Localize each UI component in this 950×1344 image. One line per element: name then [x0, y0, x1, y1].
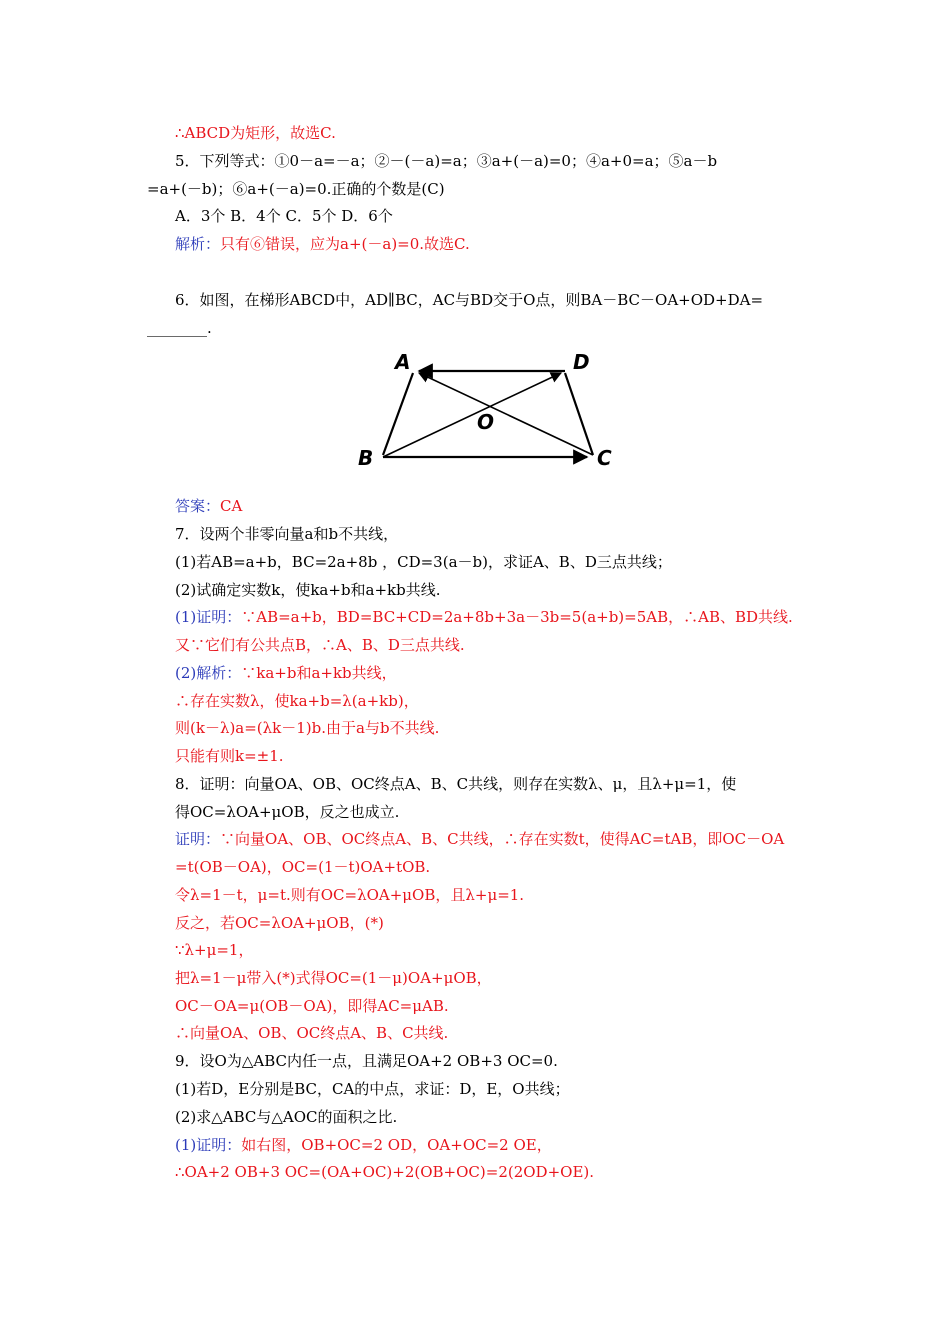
q9-part2: (2)求△ABC与△AOC的面积之比. [175, 1108, 398, 1126]
q7-sol4: 只能有则k=±1. [175, 747, 284, 765]
q5-solution [175, 233, 470, 255]
vector-ca [419, 373, 593, 455]
answer-text: CA [220, 497, 243, 515]
label-a: A [395, 350, 411, 374]
q5-options: A．3个 B．4个 C．5个 D．6个 [175, 207, 393, 225]
q9-part1: (1)若D，E分别是BC，CA的中点，求证：D，E，O共线； [175, 1080, 570, 1098]
label-c: C [597, 446, 612, 470]
q7-proof2: 又∵它们有公共点B，∴A、B、D三点共线. [175, 636, 465, 654]
q5-line1: 5．下列等式：①0－a=－a；②－(－a)=a；③a+(－a)=0；④a+0=a；⑤a－b [175, 152, 718, 170]
line-conclusion: ∴ABCD为矩形，故选C. [175, 124, 336, 142]
label-b: B [358, 446, 374, 470]
q9-line1: 9．设O为△ABC内任一点，且满足OA+2 OB+3 OC=0. [175, 1052, 558, 1070]
q6-blank: ________. [147, 319, 212, 337]
label-d: D [573, 350, 590, 374]
solution-text: ∵ka+b和a+kb共线， [241, 664, 397, 682]
q7-sol1 [175, 662, 397, 684]
proof-label: 证明： [175, 830, 221, 848]
proof-text: ∵AB=a+b，BD=BC+CD=2a+8b+3a－3b=5(a+b)=5AB，∴AB、BD共线. [241, 608, 793, 626]
proof-text: 如右图，OB+OC=2 OD，OA+OC=2 OE， [241, 1136, 552, 1154]
q8-proof7: OC－OA=μ(OB－OA)，即得AC=μAB. [175, 997, 449, 1015]
q8-proof3: 令λ=1－t，μ=t.则有OC=λOA+μOB，且λ+μ=1. [175, 886, 525, 904]
edge-ba [383, 373, 413, 455]
q9-proof1 [175, 1134, 552, 1156]
answer-label: 答案： [175, 497, 221, 515]
q8-proof2: =t(OB－OA)，OC=(1－t)OA+tOB. [175, 858, 431, 876]
solution-label: 解析： [175, 235, 221, 253]
q8-proof4: 反之，若OC=λOA+μOB，(*) [175, 914, 384, 932]
q8-proof8: ∴向量OA、OB、OC终点A、B、C共线. [175, 1024, 449, 1042]
q6-answer [175, 495, 242, 517]
q7-sol3: 则(k－λ)a=(λk－1)b.由于a与b不共线. [175, 719, 440, 737]
q8-proof1 [175, 828, 784, 850]
q8-proof6: 把λ=1－μ带入(*)式得OC=(1－μ)OA+μOB， [175, 969, 492, 987]
proof-label: (1)证明： [175, 1136, 242, 1154]
q8-proof5: ∵λ+μ=1， [175, 941, 254, 959]
label-o: O [477, 410, 495, 434]
trapezoid-figure [355, 345, 620, 475]
q6-line1: 6．如图，在梯形ABCD中，AD∥BC，AC与BD交于O点，则BA－BC－OA+OD+DA= [175, 291, 764, 309]
proof-label: (1)证明： [175, 608, 242, 626]
q7-part2: (2)试确定实数k，使ka+b和a+kb共线. [175, 581, 441, 599]
q7-part1: (1)若AB=a+b，BC=2a+8b ，CD=3(a－b)，求证A、B、D三点共线； [175, 553, 672, 571]
edge-dc [565, 373, 593, 455]
q7-sol2: ∴存在实数λ，使ka+b=λ(a+kb)， [175, 692, 419, 710]
vector-bd [383, 373, 561, 457]
solution-label: (2)解析： [175, 664, 242, 682]
q8-line2: 得OC=λOA+μOB，反之也成立. [175, 803, 400, 821]
q9-proof2: ∴OA+2 OB+3 OC=(OA+OC)+2(OB+OC)=2(2OD+OE). [175, 1163, 595, 1181]
proof-text: ∵向量OA、OB、OC终点A、B、C共线，∴存在实数t，使得AC=tAB，即OC－OA [220, 830, 785, 848]
solution-text: 只有⑥错误，应为a+(－a)=0.故选C. [220, 235, 470, 253]
q7-line1: 7．设两个非零向量a和b不共线， [175, 525, 399, 543]
q8-line1: 8．证明：向量OA、OB、OC终点A、B、C共线，则存在实数λ、μ，且λ+μ=1，使 [175, 775, 737, 793]
q7-proof1 [175, 606, 793, 628]
q5-line2: =a+(－b)；⑥a+(－a)=0.正确的个数是(C) [147, 180, 445, 198]
